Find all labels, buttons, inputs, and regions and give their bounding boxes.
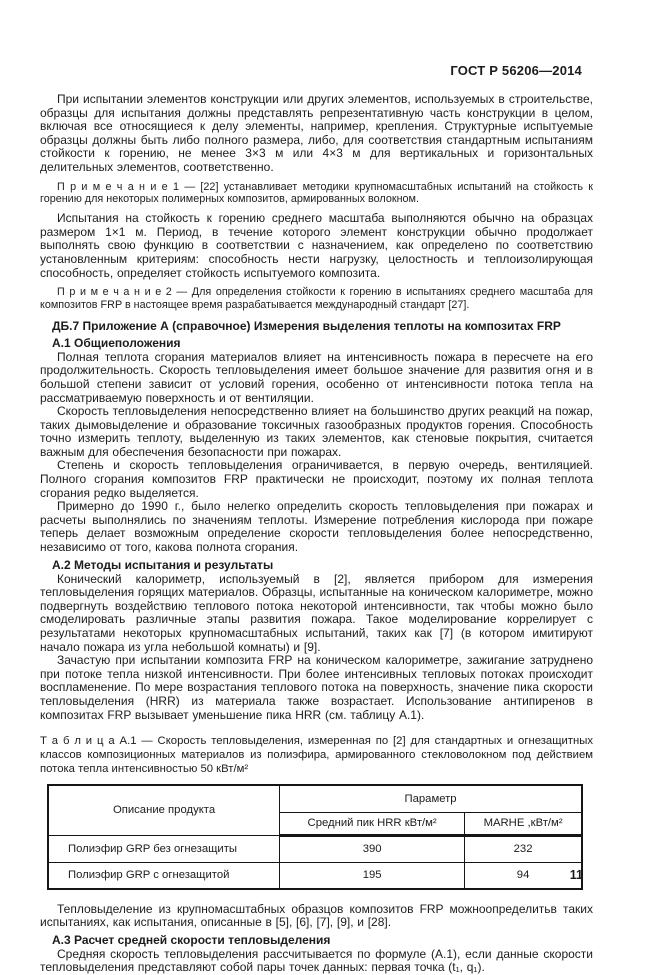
data-table: [47, 784, 583, 890]
column-header-marhe: MARHE ,кВт/м²: [465, 812, 582, 835]
paragraph: При испытании элементов конструкции или других элементов, используемых в строительстве, образцы для испытания должны представлять репрезентативную часть конструкции в целом, включая все относящиеся к делу элементы, например, крепления. Структурные испытуемые образцы должны быть либо полного размера, либо, для соответствия стандартным испытаниям стойкости к горению, не менее 3×3 м или 4×3 м для вертикальных и горизонтальных делительных элементов, соответственно.: [40, 92, 593, 174]
paragraph: Примерно до 1990 г., было нелегко определить скорость тепловыделения при пожарах и расчеты выполнялись по значениям теплоты. Измерение потребления кислорода при пожаре теперь делает возможным определение скорости тепловыделения более непосредственно, независимо от того, какова полнота сгорания.: [40, 499, 593, 555]
product-cell: Полиэфир GRP с огнезащитой: [48, 862, 280, 889]
table-row: [48, 835, 582, 862]
paragraph: Зачастую при испытании композита FRP на коническом калориметре, зажигание затруднено при потоке тепла низкой интенсивности. При более интенсивных тепловых потоках происходит воспламенение. По мере возрастания теплового потока на поверхность, значение пика скорости тепловыделения (HRR) из материала также возрастает. Использование антипиренов в композитах FRP вызывает уменьшение пика HRR (см. таблицу А.1).: [40, 653, 593, 722]
paragraph: Полная теплота сгорания материалов влияет на интенсивность пожара в пересчете на его продолжительность. Скорость тепловыделения имеет большое значение для развития огня и в большой степени зависит от условий горения, особенно от интенсивности потока тепла на рассматриваемую поверхность и от вентиляции.: [40, 349, 593, 405]
hrr-value-cell: 390: [280, 835, 465, 862]
column-header-hrr: Средний пик HRR кВт/м²: [280, 812, 465, 835]
note-paragraph: П р и м е ч а н и е 2 — Для определения стойкости к горению в испытаниях среднего масштаба для композитов FRP в настоящее время разрабатывается международный стандарт [27].: [40, 286, 593, 311]
column-header-parameter: Параметр: [280, 785, 582, 813]
table-caption: Т а б л и ц а А.1 — Скорость тепловыделения, измеренная по [2] для стандартных и огнезащитных классов композиционных материалов из полиэфира, армированного стекловолокном под действием потока тепла интенсивностью 50 кВт/м²: [40, 735, 593, 775]
section-heading: А.1 Общиеположения: [52, 335, 181, 350]
paragraph: Испытания на стойкость к горению среднего масштаба выполняются обычно на образцах размером 1×1 м. Период, в течение которого элемент конструкции обычно продолжает выполнять свою функцию в соответствии с назначением, как определено по соответствию установленным критериям: способность нести нагрузку, целостность и теплоизолирующая способность, определяет стойкость испытуемого композита.: [40, 211, 593, 280]
section-heading: А.3 Расчет средней скорости тепловыделения: [52, 932, 331, 947]
page-number: 11: [569, 868, 583, 882]
paragraph: Конический калориметр, используемый в [2], является прибором для измерения тепловыделения горящих материалов. Образцы, испытанные на коническом калориметре, можно подвергнуть воздействию теплового потока некоторой интенсивности, так чтобы можно было смоделировать различные этапы развития пожара. Такое моделирование коррелирует с результатами некоторых крупномасштабных испытаний, таких как [7] (в котором имитируют начало пожара из угла небольшой комнаты) и [9].: [40, 571, 593, 654]
paragraph: Скорость тепловыделения непосредственно влияет на большинство других реакций на пожар, таких дымовыделение и образование токсичных газообразных продуктов горения. Способность точно измерить теплоту, выделенную из таких элементов, как стеновые покрытия, считается важным для обеспечения безопасности при пожарах.: [40, 404, 593, 459]
section-heading: А.2 Методы испытания и результаты: [52, 557, 274, 572]
standard-number-header: ГОСТ Р 56206—2014: [450, 63, 582, 78]
document-content: [40, 93, 593, 975]
note-paragraph: П р и м е ч а н и е 1 — [22] устанавливает методики крупномасштабных испытаний на стойкость к горению для некоторых полимерных композитов, армированных волокном.: [40, 180, 593, 206]
paragraph: Средняя скорость тепловыделения рассчитывается по формуле (А.1), если данные скорости тепловыделения представляют собой пары точек данных: первая точка (t₁, q₁).: [40, 946, 593, 975]
marhe-value-cell: 232: [465, 835, 582, 862]
paragraph: Тепловыделение из крупномасштабных образцов композитов FRP можноопределитьв таких испытаниях, как испытания, описанные в [5], [6], [7], [9], и [28].: [40, 901, 593, 930]
table-row: [48, 862, 582, 889]
section-heading: ДБ.7 Приложение А (справочное) Измерения выделения теплоты на композитах FRP: [52, 318, 561, 333]
hrr-value-cell: 195: [280, 862, 465, 889]
column-header-product: Описание продукта: [48, 785, 280, 836]
product-cell: Полиэфир GRP без огнезащиты: [48, 835, 280, 862]
table-header-row: [48, 785, 582, 813]
paragraph: Степень и скорость тепловыделения ограничивается, в первую очередь, вентиляцией. Полного сгорания композитов FRP практически не происходит, поэтому их полная теплота сгорания редко выделяется.: [40, 458, 593, 500]
marhe-value-cell: 94: [465, 862, 582, 889]
